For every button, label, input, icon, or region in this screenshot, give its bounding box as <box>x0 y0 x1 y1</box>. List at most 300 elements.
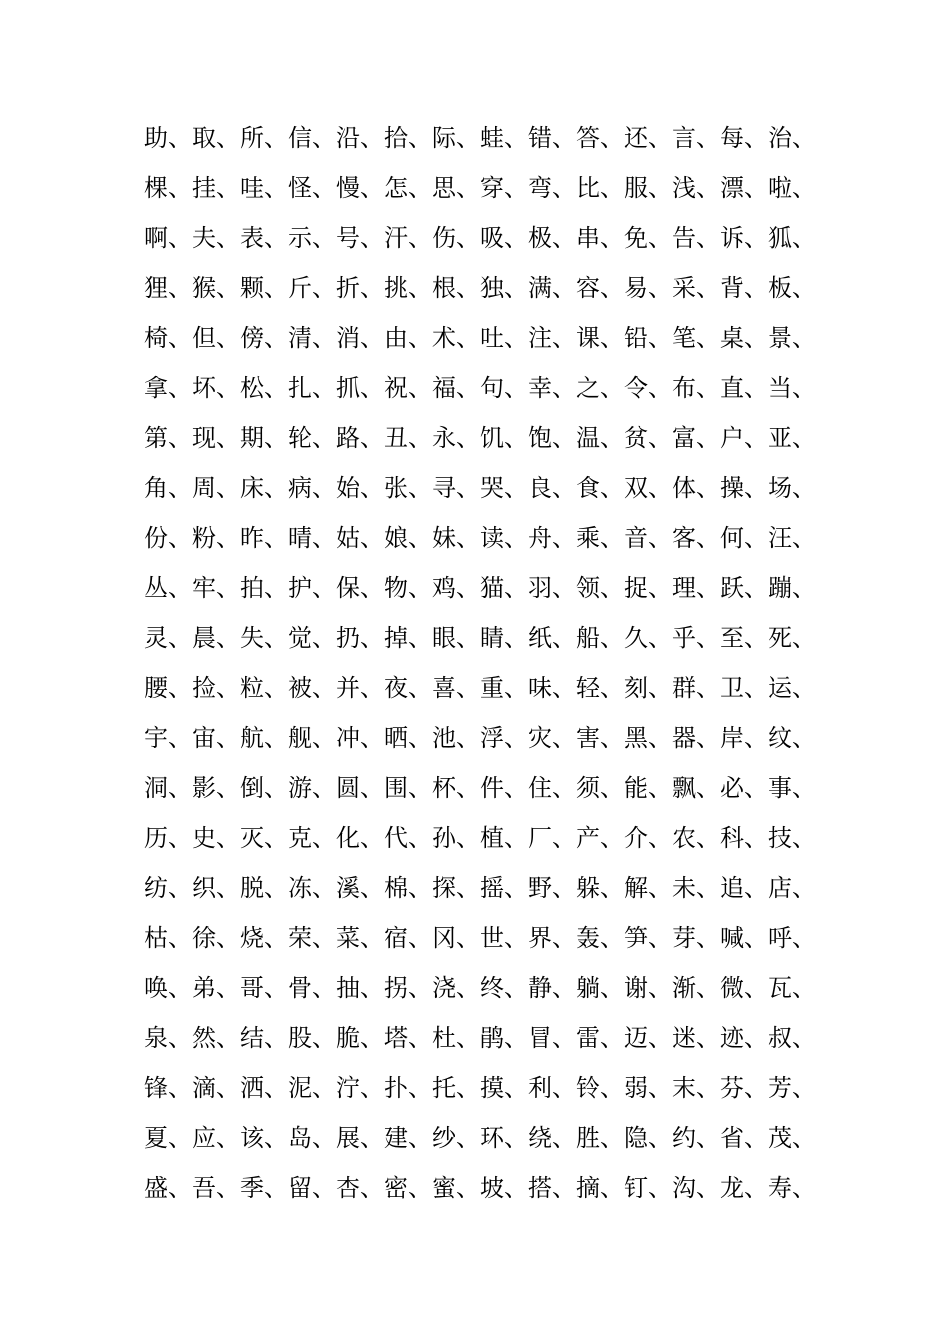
character-item: 羽、 <box>528 573 576 602</box>
character-item: 娘、 <box>384 523 432 552</box>
character-item: 重、 <box>480 673 528 702</box>
character-item: 滴、 <box>192 1073 240 1102</box>
character-item: 乘、 <box>576 523 624 552</box>
character-item: 宇、 <box>144 723 192 752</box>
character-item: 舰、 <box>288 723 336 752</box>
character-item: 眼、 <box>432 623 480 652</box>
character-item: 宙、 <box>192 723 240 752</box>
character-item: 浇、 <box>432 973 480 1002</box>
character-item: 介、 <box>624 823 672 852</box>
character-item: 易、 <box>624 273 672 302</box>
character-item: 取、 <box>192 123 240 152</box>
character-item: 答、 <box>576 123 624 152</box>
character-item: 蹦、 <box>768 573 816 602</box>
character-item: 菜、 <box>336 923 384 952</box>
character-item: 操、 <box>720 473 768 502</box>
character-row <box>144 360 824 410</box>
character-item: 运、 <box>768 673 816 702</box>
character-item: 杏、 <box>336 1173 384 1202</box>
character-item: 服、 <box>624 173 672 202</box>
character-item: 棉、 <box>384 873 432 902</box>
character-item: 扔、 <box>336 623 384 652</box>
character-item: 科、 <box>720 823 768 852</box>
character-row <box>144 310 824 360</box>
character-item: 烧、 <box>240 923 288 952</box>
character-item: 蛙、 <box>480 123 528 152</box>
character-item: 刻、 <box>624 673 672 702</box>
character-row <box>144 610 824 660</box>
character-item: 弟、 <box>192 973 240 1002</box>
character-item: 盛、 <box>144 1173 192 1202</box>
character-item: 克、 <box>288 823 336 852</box>
character-row <box>144 210 824 260</box>
character-row <box>144 460 824 510</box>
character-row <box>144 710 824 760</box>
character-row <box>144 110 824 160</box>
character-item: 晒、 <box>384 723 432 752</box>
character-item: 拾、 <box>384 123 432 152</box>
character-item: 密、 <box>384 1173 432 1202</box>
character-item: 搭、 <box>528 1173 576 1202</box>
character-item: 倒、 <box>240 773 288 802</box>
character-item: 傍、 <box>240 323 288 352</box>
character-item: 治、 <box>768 123 816 152</box>
character-item: 牢、 <box>192 573 240 602</box>
character-item: 脆、 <box>336 1023 384 1052</box>
character-item: 号、 <box>336 223 384 252</box>
character-item: 抽、 <box>336 973 384 1002</box>
character-item: 卫、 <box>720 673 768 702</box>
character-item: 保、 <box>336 573 384 602</box>
character-item: 掉、 <box>384 623 432 652</box>
character-row <box>144 410 824 460</box>
character-item: 住、 <box>528 773 576 802</box>
character-item: 昨、 <box>240 523 288 552</box>
character-item: 环、 <box>480 1123 528 1152</box>
character-item: 轰、 <box>576 923 624 952</box>
character-item: 笔、 <box>672 323 720 352</box>
character-item: 串、 <box>576 223 624 252</box>
character-item: 抓、 <box>336 373 384 402</box>
character-item: 岛、 <box>288 1123 336 1152</box>
character-item: 妹、 <box>432 523 480 552</box>
character-item: 船、 <box>576 623 624 652</box>
character-item: 器、 <box>672 723 720 752</box>
character-item: 扑、 <box>384 1073 432 1102</box>
character-item: 鸡、 <box>432 573 480 602</box>
character-item: 猴、 <box>192 273 240 302</box>
character-item: 塔、 <box>384 1023 432 1052</box>
character-item: 现、 <box>192 423 240 452</box>
character-item: 纸、 <box>528 623 576 652</box>
character-item: 龙、 <box>720 1173 768 1202</box>
character-item: 必、 <box>720 773 768 802</box>
character-item: 扎、 <box>288 373 336 402</box>
character-item: 所、 <box>240 123 288 152</box>
character-item: 福、 <box>432 373 480 402</box>
character-item: 害、 <box>576 723 624 752</box>
character-item: 狸、 <box>144 273 192 302</box>
character-row <box>144 810 824 860</box>
character-item: 祝、 <box>384 373 432 402</box>
character-item: 诉、 <box>720 223 768 252</box>
character-item: 杜、 <box>432 1023 480 1052</box>
character-item: 言、 <box>672 123 720 152</box>
character-item: 吐、 <box>480 323 528 352</box>
character-item: 路、 <box>336 423 384 452</box>
character-item: 板、 <box>768 273 816 302</box>
character-item: 摸、 <box>480 1073 528 1102</box>
character-item: 夫、 <box>192 223 240 252</box>
character-item: 饱、 <box>528 423 576 452</box>
character-item: 富、 <box>672 423 720 452</box>
character-item: 微、 <box>720 973 768 1002</box>
character-item: 期、 <box>240 423 288 452</box>
character-item: 池、 <box>432 723 480 752</box>
character-item: 野、 <box>528 873 576 902</box>
character-item: 每、 <box>720 123 768 152</box>
character-item: 哭、 <box>480 473 528 502</box>
character-item: 结、 <box>240 1023 288 1052</box>
character-item: 张、 <box>384 473 432 502</box>
character-item: 背、 <box>720 273 768 302</box>
character-item: 飘、 <box>672 773 720 802</box>
character-item: 溪、 <box>336 873 384 902</box>
character-item: 叔、 <box>768 1023 816 1052</box>
character-item: 胜、 <box>576 1123 624 1152</box>
character-item: 幸、 <box>528 373 576 402</box>
character-item: 漂、 <box>720 173 768 202</box>
character-item: 静、 <box>528 973 576 1002</box>
character-row <box>144 760 824 810</box>
character-item: 注、 <box>528 323 576 352</box>
character-item: 贫、 <box>624 423 672 452</box>
character-item: 读、 <box>480 523 528 552</box>
character-item: 影、 <box>192 773 240 802</box>
character-item: 病、 <box>288 473 336 502</box>
character-row <box>144 260 824 310</box>
character-item: 之、 <box>576 373 624 402</box>
character-item: 芽、 <box>672 923 720 952</box>
character-item: 周、 <box>192 473 240 502</box>
character-item: 景、 <box>768 323 816 352</box>
character-item: 跃、 <box>720 573 768 602</box>
character-item: 迈、 <box>624 1023 672 1052</box>
character-item: 躺、 <box>576 973 624 1002</box>
character-item: 笋、 <box>624 923 672 952</box>
character-item: 坏、 <box>192 373 240 402</box>
character-item: 托、 <box>432 1073 480 1102</box>
character-item: 折、 <box>336 273 384 302</box>
character-item: 寻、 <box>432 473 480 502</box>
character-item: 捡、 <box>192 673 240 702</box>
character-item: 份、 <box>144 523 192 552</box>
character-item: 然、 <box>192 1023 240 1052</box>
character-item: 史、 <box>192 823 240 852</box>
character-item: 示、 <box>288 223 336 252</box>
character-item: 桌、 <box>720 323 768 352</box>
character-item: 泞、 <box>336 1073 384 1102</box>
character-item: 句、 <box>480 373 528 402</box>
character-item: 领、 <box>576 573 624 602</box>
character-row <box>144 1010 824 1060</box>
character-item: 荣、 <box>288 923 336 952</box>
character-item: 床、 <box>240 473 288 502</box>
character-item: 场、 <box>768 473 816 502</box>
character-item: 厂、 <box>528 823 576 852</box>
character-item: 骨、 <box>288 973 336 1002</box>
character-item: 灾、 <box>528 723 576 752</box>
character-item: 轮、 <box>288 423 336 452</box>
character-row <box>144 1160 824 1210</box>
character-row <box>144 510 824 560</box>
character-item: 第、 <box>144 423 192 452</box>
character-item: 晴、 <box>288 523 336 552</box>
character-item: 至、 <box>720 623 768 652</box>
character-item: 直、 <box>720 373 768 402</box>
character-item: 死、 <box>768 623 816 652</box>
character-item: 泉、 <box>144 1023 192 1052</box>
character-item: 温、 <box>576 423 624 452</box>
character-item: 应、 <box>192 1123 240 1152</box>
character-item: 黑、 <box>624 723 672 752</box>
character-item: 轻、 <box>576 673 624 702</box>
character-item: 免、 <box>624 223 672 252</box>
character-item: 灭、 <box>240 823 288 852</box>
character-item: 客、 <box>672 523 720 552</box>
character-item: 探、 <box>432 873 480 902</box>
character-item: 但、 <box>192 323 240 352</box>
character-item: 终、 <box>480 973 528 1002</box>
character-item: 历、 <box>144 823 192 852</box>
character-item: 还、 <box>624 123 672 152</box>
character-item: 亚、 <box>768 423 816 452</box>
character-item: 迹、 <box>720 1023 768 1052</box>
character-item: 际、 <box>432 123 480 152</box>
character-item: 蜜、 <box>432 1173 480 1202</box>
character-item: 寿、 <box>768 1173 816 1202</box>
character-item: 鹃、 <box>480 1023 528 1052</box>
character-item: 喊、 <box>720 923 768 952</box>
character-item: 岸、 <box>720 723 768 752</box>
character-item: 约、 <box>672 1123 720 1152</box>
character-row <box>144 660 824 710</box>
character-item: 晨、 <box>192 623 240 652</box>
character-item: 锋、 <box>144 1073 192 1102</box>
character-item: 慢、 <box>336 173 384 202</box>
character-item: 群、 <box>672 673 720 702</box>
character-row <box>144 1110 824 1160</box>
character-item: 哥、 <box>240 973 288 1002</box>
character-item: 怪、 <box>288 173 336 202</box>
character-item: 解、 <box>624 873 672 902</box>
character-item: 久、 <box>624 623 672 652</box>
character-item: 迷、 <box>672 1023 720 1052</box>
character-item: 弱、 <box>624 1073 672 1102</box>
character-item: 哇、 <box>240 173 288 202</box>
character-item: 喜、 <box>432 673 480 702</box>
character-item: 布、 <box>672 373 720 402</box>
character-item: 围、 <box>384 773 432 802</box>
character-item: 汗、 <box>384 223 432 252</box>
character-item: 杯、 <box>432 773 480 802</box>
character-item: 股、 <box>288 1023 336 1052</box>
character-item: 体、 <box>672 473 720 502</box>
character-row <box>144 910 824 960</box>
character-row <box>144 560 824 610</box>
character-item: 满、 <box>528 273 576 302</box>
character-item: 助、 <box>144 123 192 152</box>
character-item: 棵、 <box>144 173 192 202</box>
character-item: 洞、 <box>144 773 192 802</box>
character-item: 纺、 <box>144 873 192 902</box>
character-item: 拐、 <box>384 973 432 1002</box>
character-item: 松、 <box>240 373 288 402</box>
character-item: 课、 <box>576 323 624 352</box>
character-item: 铃、 <box>576 1073 624 1102</box>
character-item: 冻、 <box>288 873 336 902</box>
character-item: 被、 <box>288 673 336 702</box>
character-item: 泥、 <box>288 1073 336 1102</box>
character-item: 粉、 <box>192 523 240 552</box>
character-row <box>144 860 824 910</box>
character-item: 令、 <box>624 373 672 402</box>
character-item: 失、 <box>240 623 288 652</box>
character-item: 清、 <box>288 323 336 352</box>
character-item: 冲、 <box>336 723 384 752</box>
character-item: 枯、 <box>144 923 192 952</box>
character-item: 追、 <box>720 873 768 902</box>
character-item: 雷、 <box>576 1023 624 1052</box>
character-item: 季、 <box>240 1173 288 1202</box>
character-item: 粒、 <box>240 673 288 702</box>
character-item: 拿、 <box>144 373 192 402</box>
character-item: 须、 <box>576 773 624 802</box>
character-item: 告、 <box>672 223 720 252</box>
character-item: 浮、 <box>480 723 528 752</box>
character-item: 当、 <box>768 373 816 402</box>
character-item: 思、 <box>432 173 480 202</box>
character-item: 洒、 <box>240 1073 288 1102</box>
character-item: 怎、 <box>384 173 432 202</box>
character-item: 颗、 <box>240 273 288 302</box>
character-item: 建、 <box>384 1123 432 1152</box>
character-item: 织、 <box>192 873 240 902</box>
character-item: 宿、 <box>384 923 432 952</box>
character-item: 良、 <box>528 473 576 502</box>
character-item: 始、 <box>336 473 384 502</box>
character-item: 音、 <box>624 523 672 552</box>
character-item: 渐、 <box>672 973 720 1002</box>
character-item: 钉、 <box>624 1173 672 1202</box>
character-item: 脱、 <box>240 873 288 902</box>
character-item: 容、 <box>576 273 624 302</box>
character-item: 吸、 <box>480 223 528 252</box>
character-item: 芳、 <box>768 1073 816 1102</box>
character-item: 猫、 <box>480 573 528 602</box>
character-item: 利、 <box>528 1073 576 1102</box>
character-item: 摘、 <box>576 1173 624 1202</box>
character-item: 椅、 <box>144 323 192 352</box>
character-item: 吾、 <box>192 1173 240 1202</box>
character-item: 能、 <box>624 773 672 802</box>
character-item: 消、 <box>336 323 384 352</box>
character-item: 化、 <box>336 823 384 852</box>
character-item: 永、 <box>432 423 480 452</box>
character-item: 游、 <box>288 773 336 802</box>
character-item: 腰、 <box>144 673 192 702</box>
character-item: 啦、 <box>768 173 816 202</box>
character-item: 由、 <box>384 323 432 352</box>
character-item: 户、 <box>720 423 768 452</box>
character-item: 呼、 <box>768 923 816 952</box>
character-item: 丑、 <box>384 423 432 452</box>
character-item: 浅、 <box>672 173 720 202</box>
character-item: 末、 <box>672 1073 720 1102</box>
character-item: 错、 <box>528 123 576 152</box>
character-item: 挑、 <box>384 273 432 302</box>
character-item: 事、 <box>768 773 816 802</box>
character-item: 该、 <box>240 1123 288 1152</box>
character-row <box>144 1060 824 1110</box>
character-item: 食、 <box>576 473 624 502</box>
character-item: 瓦、 <box>768 973 816 1002</box>
character-item: 穿、 <box>480 173 528 202</box>
character-item: 世、 <box>480 923 528 952</box>
character-item: 味、 <box>528 673 576 702</box>
character-row <box>144 960 824 1010</box>
character-item: 汪、 <box>768 523 816 552</box>
character-item: 比、 <box>576 173 624 202</box>
character-item: 独、 <box>480 273 528 302</box>
character-item: 隐、 <box>624 1123 672 1152</box>
character-item: 挂、 <box>192 173 240 202</box>
character-list <box>144 110 824 1210</box>
character-item: 姑、 <box>336 523 384 552</box>
character-item: 并、 <box>336 673 384 702</box>
character-item: 坡、 <box>480 1173 528 1202</box>
character-item: 唤、 <box>144 973 192 1002</box>
character-item: 沿、 <box>336 123 384 152</box>
character-item: 茂、 <box>768 1123 816 1152</box>
character-item: 睛、 <box>480 623 528 652</box>
character-item: 弯、 <box>528 173 576 202</box>
character-item: 斤、 <box>288 273 336 302</box>
character-item: 拍、 <box>240 573 288 602</box>
character-item: 根、 <box>432 273 480 302</box>
character-item: 舟、 <box>528 523 576 552</box>
character-item: 店、 <box>768 873 816 902</box>
character-item: 丛、 <box>144 573 192 602</box>
character-item: 护、 <box>288 573 336 602</box>
character-item: 孙、 <box>432 823 480 852</box>
character-item: 觉、 <box>288 623 336 652</box>
character-item: 极、 <box>528 223 576 252</box>
character-item: 双、 <box>624 473 672 502</box>
character-item: 芬、 <box>720 1073 768 1102</box>
character-item: 圆、 <box>336 773 384 802</box>
character-item: 植、 <box>480 823 528 852</box>
character-item: 农、 <box>672 823 720 852</box>
character-item: 沟、 <box>672 1173 720 1202</box>
character-item: 谢、 <box>624 973 672 1002</box>
character-item: 未、 <box>672 873 720 902</box>
character-item: 捉、 <box>624 573 672 602</box>
character-row <box>144 160 824 210</box>
character-item: 产、 <box>576 823 624 852</box>
character-item: 代、 <box>384 823 432 852</box>
character-item: 徐、 <box>192 923 240 952</box>
